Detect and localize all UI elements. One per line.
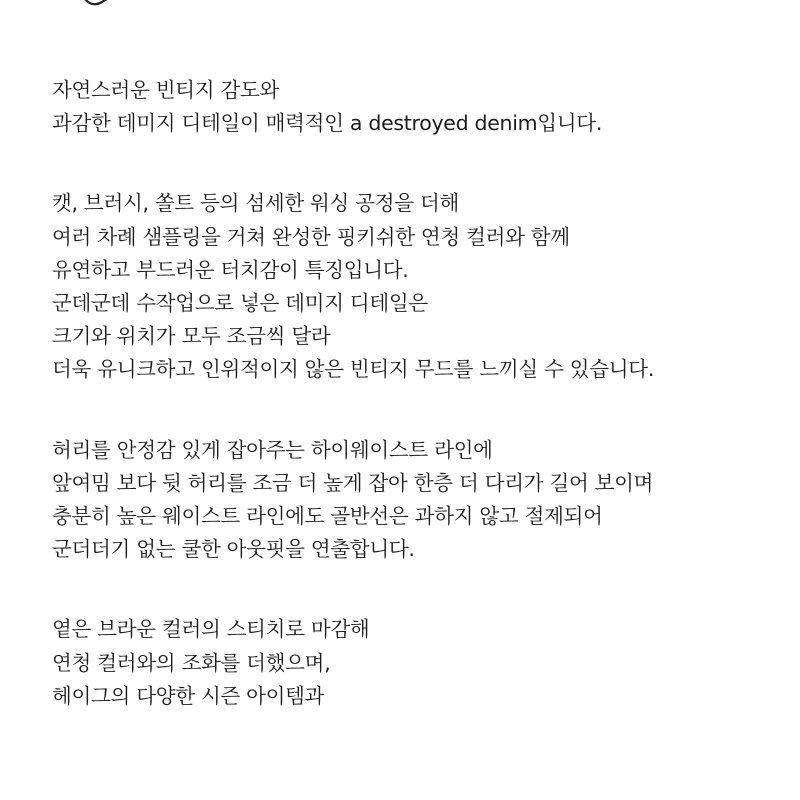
paragraph-stitch: [52, 613, 792, 713]
text-line: 크기와 위치가 모두 조금씩 달라: [52, 324, 331, 349]
text-line: 앞여밈 보다 뒷 허리를 조금 더 높게 잡아 한층 더 다리가 길어 보이며: [52, 470, 654, 495]
text-line: 더욱 유니크하고 인위적이지 않은 빈티지 무드를 느끼실 수 있습니다.: [52, 357, 655, 382]
text-line: 연청 컬러와의 조화를 더했으며,: [52, 650, 331, 675]
text-line: 자연스러운 빈티지 감도와: [52, 78, 279, 102]
product-description: [52, 74, 792, 760]
cropped-logo-fragment: [82, 0, 116, 6]
paragraph-fit: [52, 434, 792, 567]
text-line: 충분히 높은 웨이스트 라인에도 골반선은 과하지 않고 절제되어: [52, 504, 603, 529]
paragraph-washing-details: [52, 187, 792, 386]
text-line: 옅은 브라운 컬러의 스티치로 마감해: [52, 617, 370, 642]
text-line: 여러 차례 샘플링을 거쳐 완성한 핑키쉬한 연청 컬러와 함께: [52, 224, 570, 249]
text-line: 과감한 데미지 디테일이 매력적인 a destroyed denim입니다.: [52, 111, 603, 136]
paragraph-intro: [52, 74, 792, 140]
text-line: 캣, 브러시, 쏠트 등의 섬세한 워싱 공정을 더해: [52, 191, 460, 216]
text-line: 유연하고 부드러운 터치감이 특징입니다.: [52, 257, 409, 282]
text-line: 군데군데 수작업으로 넣은 데미지 디테일은: [52, 291, 428, 316]
text-line: 허리를 안정감 있게 잡아주는 하이웨이스트 라인에: [52, 437, 493, 462]
text-line: 군더더기 없는 쿨한 아웃핏을 연출합니다.: [52, 537, 415, 562]
text-line: 헤이그의 다양한 시즌 아이템과: [52, 683, 325, 708]
